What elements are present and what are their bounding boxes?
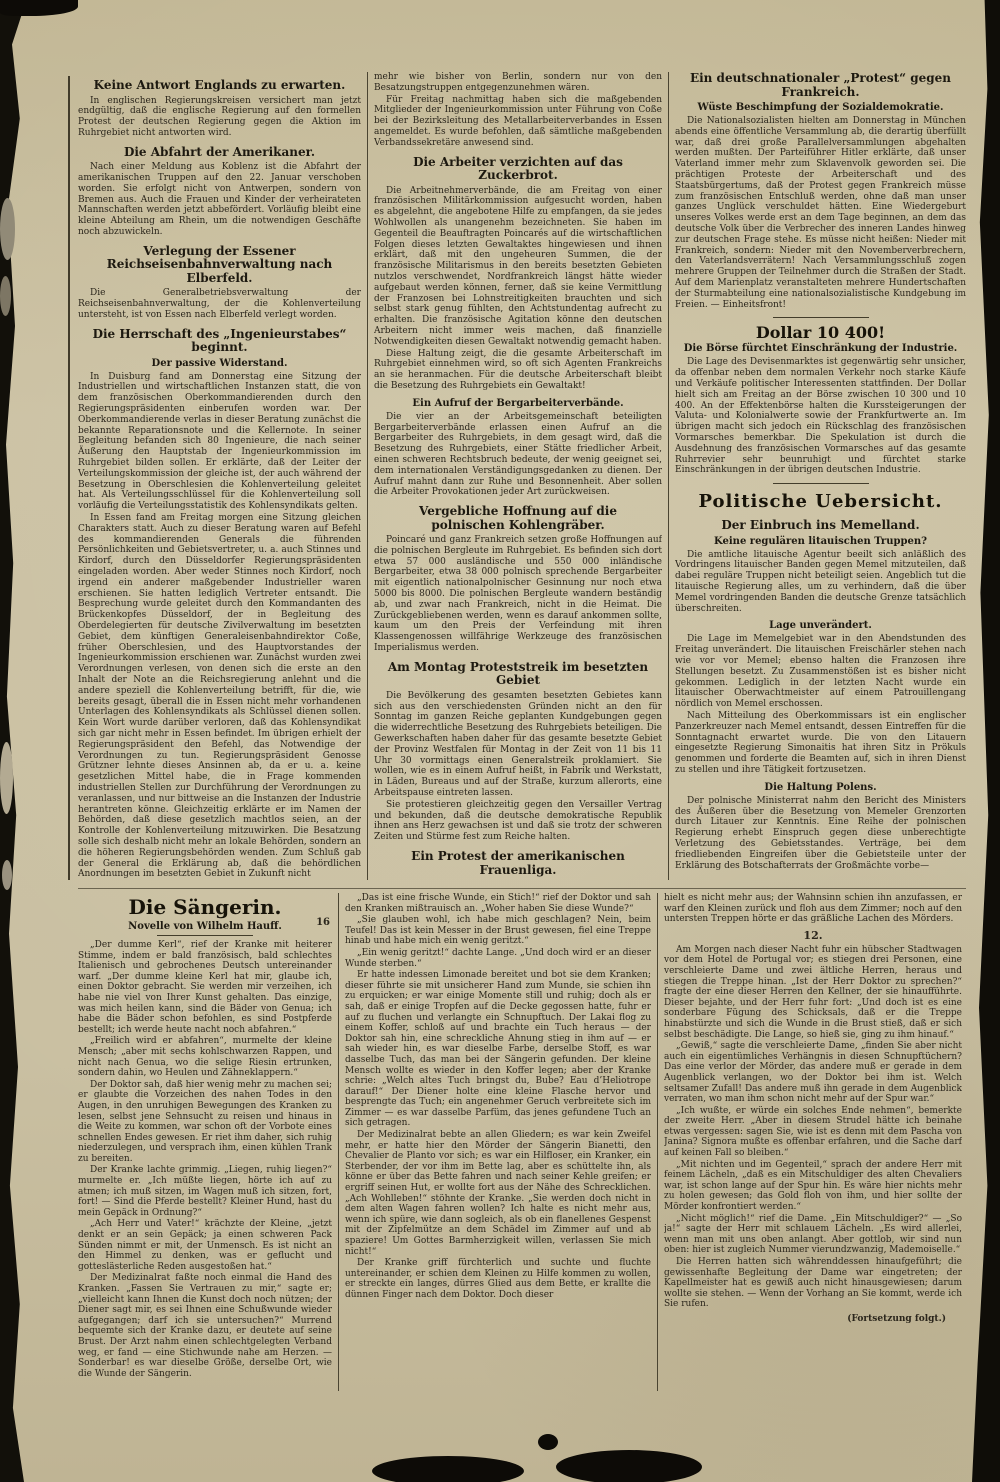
story-paragraph: Die Herren hatten sich währenddessen hinaufgeführt; die gewissenhafte Begleitung der Dame war eingetreten; der Kapellmeister hat es gewiß auch nicht hinausgewiesen; darum wollte sie stehen. — Wenn der Vorhang an Sie kommt, werde ich Sie rufen. (664, 1257, 962, 1310)
article (675, 323, 966, 476)
article (675, 519, 966, 614)
article-heading: Ein Aufruf der Bergarbeiterverbände. (412, 397, 624, 409)
column-rule (668, 72, 669, 880)
article-heading: Die Haltung Polens. (764, 781, 877, 793)
feuilleton-grid (78, 893, 966, 1391)
article-heading: Die Abfahrt der Amerikaner. (123, 144, 316, 159)
article (374, 850, 662, 880)
feuilleton-title-block (78, 895, 332, 936)
chapter-number: 12. (803, 928, 823, 942)
page-content (78, 72, 966, 1391)
ink-blob (538, 1434, 558, 1450)
article (374, 505, 662, 654)
story-paragraph: „Sie glauben wohl, ich habe mich geschlagen? Nein, beim Teufel! Das ist kein Messer in der Brust gewesen, fiel eine Treppe hinab und habe mich ein wenig geritzt.“ (345, 915, 651, 947)
ink-blob (372, 1456, 524, 1482)
article-paragraph: Die Lage des Devisenmarktes ist gegenwärtig sehr unsicher, da offenbar neben dem normalen Verkehr noch starke Käufe und Verkäufe politischer Interessenten stattfinden. Der Dollar hielt sich am Freitag an der Börse zwischen 10 300 und 10 400. An der Effektenbörse halten die Kurssteigerungen der Valuta- und Kolonialwerte sowie der Frankfurtwerte an. Im übrigen macht sich jedoch ein Rückschlag des französischen Vormarsches bemerkbar. Die Spekulation ist durch die Ausdehnung des französischen Vormarsches auf das gesamte Ruhrrevier sehr beunruhigt und fürchtet starke Einschränkungen in der übrigen deutschen Industrie. (675, 357, 966, 476)
article-heading: Ein deutschnationaler „Protest“ gegen Frankreich. (689, 72, 952, 99)
article-paragraph: Nach einer Meldung aus Koblenz ist die Abfahrt der amerikanischen Truppen auf den 22. Januar verschoben worden. Sie erfolgt nicht von Antwerpen, sondern von Bremen aus. Auch die Frauen und Kinder der verheirateten Mannschaften werden jetzt abbefördert. Vorläufig bleibt eine kleine Abteilung am Rhein, um die notwendigen Geschäfte noch abzuwickeln. (78, 162, 361, 237)
story-paragraph: Der Medizinalrat bebte an allen Gliedern; es war kein Zweifel mehr, er hatte hier den Mörder der Sängerin Bianetti, den Chevalier de Planto vor sich; es war ein Hilfloser, ein Kranker, ein Sterbender, der vor ihm im Bette lag, aber es schüttelte ihn, als könne er über das Bette fahren und nach seiner Kehle greifen; er ergriff seinen Hut, er wollte fort aus der Nähe des Schrecklichen. „Ach Wohlleben!“ stöhnte der Kranke. „Sie werden doch nicht in dem alten Wagen fahren wollen? Ich halte es nicht mehr aus, wenn ich spüre, wie dann sogleich, als ob ein flanellenes Gespenst mit der Zipfelmütze an dem Schädel im Zimmer auf und ab spaziere! Um Gottes Barmherzigkeit willen, verlassen Sie mich nicht!“ (345, 1130, 651, 1257)
section-divider (773, 483, 869, 484)
article-subheading: Wüste Beschimpfung der Sozialdemokratie. (697, 102, 944, 113)
story-paragraph: Der Doktor sah, daß hier wenig mehr zu machen sei; er glaubte die Vorzeichen des nahen Todes in den Augen, in den unruhigen Bewegungen des Kranken zu lesen, selbst jene Sehnsucht zu reisen und hinaus in die Weite zu kommen, war schon oft der Vorbote eines schnellen Endes gewesen. Er riet ihm daher, sich ruhig niederzulegen, und versprach ihm, einen kühlen Trank zu bereiten. (78, 1079, 332, 1164)
ink-blob (0, 0, 78, 16)
article-heading: Die Herrschaft des „Ingenieurstabes“ beginnt. (92, 326, 347, 355)
scan-spot (0, 742, 13, 814)
article-paragraph: Die amtliche litauische Agentur beeilt sich anläßlich des Vordringens litauischer Banden gegen Memel mitzuteilen, daß dabei reguläre Truppen nicht beteiligt seien. Angeblich tut die litauische Regierung alles, um zu verhindern, daß die über Memel vordringenden Banden die deutsche Grenze tatsächlich überschreiten. (675, 549, 966, 614)
news-column-2 (374, 72, 662, 880)
article-heading: Ein Protest der amerikanischen Frauenliga. (411, 849, 625, 877)
article (374, 398, 662, 498)
article-paragraph: Die Lage im Memelgebiet war in den Abendstunden des Freitag unverändert. Die litauischen Freischärler stehen nach wie vor vor Memel; ebenso halten die Franzosen ihre Stellungen besetzt. Zu Zusammenstößen ist es bisher nicht gekommen. Lediglich in der letzten Nacht wurde ein litauischer Oberwachtmeister auf einem Patrouillengang nördlich von Memel erschossen. (675, 634, 966, 710)
article (374, 661, 662, 843)
article (374, 156, 662, 392)
article-heading: Verlegung der Essener Reichseisenbahnverwaltung nach Elberfeld. (106, 243, 333, 285)
article-paragraph: mehr wie bisher von Berlin, sondern nur von den Besatzungstruppen entgegenzunehmen wären. (374, 72, 662, 93)
feuilleton-column-3 (664, 893, 962, 1391)
story-paragraph: Der Kranke lachte grimmig. „Liegen, ruhig liegen?“ murmelte er. „Ich müßte liegen, hörte ich auf zu atmen; ich muß sitzen, im Wagen muß ich sitzen, fort, fort! — Sind die Pferde bestellt? Kleiner Hund, hast du mein Gepäck in Ordnung?“ (78, 1165, 332, 1218)
story-paragraph: Der Medizinalrat faßte noch einmal die Hand des Kranken. „Fassen Sie Vertrauen zu mir,“ sagte er; „vielleicht kann Ihnen die Kunst doch noch nützen; der Diener sagt mir, es sei Ihnen eine Schußwunde wieder aufgegangen; darf ich sie untersuchen?“ Murrend bequemte sich der Kranke dazu, er deutete auf seine Brust. Der Arzt nahm einen schlechtgelegten Verband weg, er fand — eine Stichwunde nahe am Herzen. — Sonderbar! es war dieselbe Größe, derselbe Ort, wie die Wunde der Sängerin. (78, 1273, 332, 1379)
left-margin-rule (68, 76, 70, 880)
article-heading: Der Einbruch ins Memelland. (721, 518, 920, 533)
article (675, 620, 966, 775)
scan-spot (0, 276, 11, 316)
episode-number: 16 (316, 917, 330, 928)
scan-spot (0, 198, 15, 260)
column-rule (367, 72, 368, 880)
story-paragraph: „Das ist eine frische Wunde, ein Stich!“ rief der Doktor und sah den Kranken mißtrauisch an. „Woher haben Sie diese Wunde?“ (345, 893, 651, 914)
article-subheading: Der passive Widerstand. (151, 357, 288, 369)
article-paragraph: Die Bevölkerung des gesamten besetzten Gebietes kann sich aus den verschiedensten Gründen nicht an den für Sonntag im ganzen Reiche geplanten Kundgebungen gegen die widerrechtliche Besetzung des Ruhrgebiets beteiligen. Die Gewerkschaften haben daher für das gesamte besetzte Gebiet der Provinz Westfalen für Montag in der Zeit von 11 bis 11 Uhr 30 vormittags einen Generalstreik proklamiert. Sie wollen, wie es in einem Aufruf heißt, in Fabrik und Werkstatt, in Läden, Bureaus und auf der Straße, kurzum allerorts, eine Arbeitspause eintreten lassen. (374, 690, 662, 799)
article-paragraph: In englischen Regierungskreisen versichert man jetzt endgültig, daß die englische Regierung auf den formellen Protest der deutschen Regierung gegen die Aktion im Ruhrgebiet nicht antworten wird. (78, 95, 361, 138)
story-paragraph: hielt es nicht mehr aus; der Wahnsinn schien ihn anzufassen, er warf den Kleinen zurück und floh aus dem Zimmer; noch auf den untersten Treppen hörte er das gräßliche Lachen des Mörders. (664, 893, 962, 925)
article-heading: Am Montag Proteststreik im besetzten Gebiet (387, 659, 649, 688)
article-paragraph: Die Nationalsozialisten hielten am Donnerstag in München abends eine öffentliche Versammlung ab, die derartig überfüllt war, daß drei große Parallelversammlungen abgehalten werden mußten. Der Parteiführer Hitler erklärte, daß unser Vaterland immer mehr zum Sklavenvolk geworden sei. Die prächtigen Proteste der Arbeiterschaft und des Staatsbürgertums, daß der Protest gegen Frankreich müsse zum französischen Entschluß werden, ohne daß man unser ganzes Unglück verschuldet hätten. Eine Wiedergeburt unseres Volkes werde erst an dem Tage beginnen, an dem das deutsche Volk über die Verbrecher des inneren Landes hinweg zur deutschen Frage stehe. Es müsse nicht heißen: Nieder mit Frankreich, sondern: Nieder mit den Novemberverbrechern, den Vaterlandsverrätern! Nach Versammlungsschluß zogen mehrere Gruppen der Teilnehmer durch die Straßen der Stadt. Auf dem Marienplatz veranstalteten mehrere Hundertschaften der Sturmabteilung eine nationalsozialistische Kundgebung im Freien. — Einheitsfront! (675, 116, 966, 310)
article-paragraph: Sie protestieren gleichzeitig gegen den Versailler Vertrag und bekunden, daß die deutsche demokratische Republik ihnen ans Herz gewachsen ist und daß sie trotz der schweren Zeiten und Stürme fest zum Reiche halten. (374, 799, 662, 843)
news-section (78, 72, 966, 880)
article-heading: Keine Antwort Englands zu erwarten. (93, 78, 346, 92)
scan-edge-right (972, 0, 1000, 1482)
article-paragraph: In Essen fand am Freitag morgen eine Sitzung gleichen Charakters statt. Auch zu dieser Beratung waren auf Befehl des kommandierenden Generals die führenden Persönlichkeiten und Gebietsvertreter, u. a. auch Stinnes und Kirdorf, durch den Düsseldorfer Regierungspräsidenten eingeladen worden. Aber weder Stinnes noch Kirdorf, noch irgend ein anderer maßgebender Industrieller waren erschienen. Sie hatten lediglich Vertreter entsandt. Die Besprechung wurde geleitet durch den Kommandanten des Brückenkopfes Düsseldorf, der in Begleitung des Oberdelegierten für deutsche Zivilverwaltung im besetzten Gebiet, dem künftigen Generaleisenbahndirektor Coße, früher Oberschlesien, und des Hauptvorstandes der Ingenieurkommission erschienen war. Zunächst wurden zwei Verordnungen verlesen, von denen sich die erste an den Inhalt der Note an die Reichsregierung anlehnt und die andere speziell die Kohlenverteilung betrifft, für die, wie bereits gesagt, überall die in Essen nicht mehr vorhandenen Unterlagen des Kohlensyndikats als Schlüssel dienen sollen. Kein Wort wurde darüber verloren, daß das Kohlensyndikat sich gar nicht mehr in Essen befindet. Im übrigen erhielt der Regierungspräsident den Befehl, das Notwendige der Verordnungen zu tun. Regierungspräsident Genosse Grützner lehnte dieses Ansinnen ab, da er u. a. keine gesetzlichen Mittel habe, die in Frage kommenden industriellen Stellen zur Durchführung der Verordnungen zu veranlassen, und nur bittweise an die Instanzen der Industrie herantreten könne. Gleichzeitig erklärte er im Namen der Behörden, daß diese gesetzlich machtlos seien, an der Kontrolle der Kohlenverteilung mitzuwirken. Die Besatzung solle sich deshalb nicht mehr an lokale Behörden, sondern an die höheren Regierungsbehörden wenden. Zum Schluß gab der General die Erklärung ab, daß die behördlichen Anordnungen im besetzten Gebiet in Zukunft nicht (78, 513, 361, 880)
section-heading: Politische Uebersicht. (698, 491, 943, 513)
column-rule (657, 893, 658, 1391)
article-paragraph: Nach Mitteilung des Oberkommissars ist ein englischer Panzerkreuzer nach Memel entsandt, dessen Eintreffen für die Sonntagnacht erwartet wurde. Die von den Litauern eingesetzte Regierung Simonaitis hat ihren Sitz in Prökuls genommen und forderte die Beamten auf, sich in ihren Dienst zu stellen und ihre Tätigkeit fortzusetzen. (675, 710, 966, 775)
article-paragraph: Diese Haltung zeigt, die die gesamte Arbeiterschaft im Ruhrgebiet einnehmen wird, so oft sich Agenten Frankreichs an sie heranmachen. Für die deutsche Arbeiterschaft bleibt die Besetzung des Ruhrgebiets ein Gewaltakt! (374, 348, 662, 391)
article (78, 245, 361, 321)
article-paragraph: Poincaré und ganz Frankreich setzen große Hoffnungen auf die polnischen Bergleute im Ruhrgebiet. Es befinden sich dort etwa 57 000 ausländische und 550 000 inländische Bergarbeiter, etwa 38 000 polnisch sprechende Bergarbeiter mit eigentlich nationalpolnischer Gesinnung nur noch etwa 5000 bis 8000. Die polnischen Bergleute wandern beständig ab, und zwar nach Frankreich, nicht in die Heimat. Die Zurückgebliebenen werden, wenn es darauf ankommen sollte, kaum um den Preis der Verfeindung mit ihren Klassengenossen willfährige Werkzeuge des französischen Imperialismus werden. (374, 535, 662, 654)
article-paragraph: Der polnische Ministerrat nahm den Bericht des Ministers des Äußeren über die Besetzung von Memeler Grenzorten durch Litauer zur Kenntnis. Eine Reihe der polnischen Regierung erhebt Einspruch gegen diese unberechtigte Verletzung des Gebietsstandes. Verträge, bei dem friedliebenden Eingreifen über die Gebietsteile unter der Erklärung des Botschafterrats der Großmächte vorbe— (675, 795, 966, 871)
feuilleton-column-2 (345, 893, 651, 1391)
feuilleton-title: Die Sängerin. (128, 895, 282, 919)
news-column-3 (675, 72, 966, 880)
article (675, 72, 966, 310)
article (78, 146, 361, 238)
article-paragraph: Die Arbeitnehmerverbände, die am Freitag von einer französischen Militärkommission aufgesucht worden, haben es abgelehnt, die angebotene Hilfe zu empfangen, da sie jedes Wohlwollen als unangenehm bezeichneten. Sie haben im Gegenteil die Beauftragten Poincarés auf die wirtschaftlichen Folgen dieses letzten Gewaltaktes hingewiesen und ihnen erklärt, daß mit den ungeheuren Summen, die der französische Militarismus in den bereits besetzten Gebieten nutzlos verschwendet, Nordfrankreich längst hätte wieder aufgebaut werden können, ferner, daß sie keine Vermittlung der Franzosen bei Lohnstreitigkeiten brauchten und sich selbst stark genug fühlten, den Achtstundentag aufrecht zu erhalten. Die französische Agitation könne den deutschen Arbeitern nicht immer weis machen, daß finanzielle Notwendigkeiten diesen Gewaltakt notwendig gemacht haben. (374, 185, 662, 347)
section-divider (773, 317, 869, 318)
article (675, 782, 966, 872)
article-paragraph: Die Generalbetriebsverwaltung der Reichseisenbahnverwaltung, der die Kohlenverteilung untersteht, ist von Essen nach Elberfeld verlegt worden. (78, 288, 361, 320)
article-paragraph: Für Freitag nachmittag haben sich die maßgebenden Mitglieder der Ingenieurkommission unter Führung von Coße bei der Bezirksleitung des Metallarbeiterverbandes in Essen angemeldet. Es wurde befohlen, daß sämtliche maßgebenden Verbandssekretäre anwesend sind. (374, 94, 662, 148)
story-paragraph: „Nicht möglich!“ rief die Dame. „Ein Mitschuldiger?“ — „So ja!“ sagte der Herr mit schlauem Lächeln. „Es wird allerlei, wenn man mit uns oben anlangt. Aber gottlob, wir sind nun oben: hier ist zugleich Nummer vierundzwanzig, Mademoiselle.“ (664, 1213, 962, 1256)
story-paragraph: „Gewiß,“ sagte die verschleierte Dame, „finden Sie aber nicht auch ein eigentümliches Verhängnis in diesen Schnupftüchern? Das eine verlor der Mörder, das andere muß er gerade in dem Augenblick verlangen, wo der Doktor bei ihm ist. Welch seltsamer Zufall! Das andere muß ihn gerade in dem Augenblick verraten, wo man ihm schon nicht mehr auf der Spur war.“ (664, 1041, 962, 1105)
feuilleton-column-1 (78, 893, 332, 1391)
article-heading: Die Arbeiter verzichten auf das Zuckerbrot. (413, 154, 623, 183)
story-paragraph: „Ein wenig geritzt!“ dachte Lange. „Und doch wird er an dieser Wunde sterben.“ (345, 947, 651, 969)
article (78, 328, 361, 880)
article-paragraph: Die vier an der Arbeitsgemeinschaft beteiligten Bergarbeiterverbände erlassen einen Aufruf an die Bergarbeiter des Ruhrgebiets, in dem gesagt wird, daß die Besetzung des Ruhrgebiets, einer Stätte friedlicher Arbeit, einen schweren Rechtsbruch bedeute, der wenig geeignet sei, dem internationalen Verständigungsgedanken zu dienen. Der Aufruf mahnt dann zur Ruhe und Besonnenheit. Aber sollen die Arbeiter Provokationen jeder Art zurückweisen. (374, 411, 662, 498)
story-paragraph: „Mit nichten und im Gegenteil,“ sprach der andere Herr mit feinem Lächeln, „daß es ein Mitschuldiger des alten Chevaliers war, ist schon lange auf der Spur hin. Es wäre hier nichts mehr zu holen gewesen; das Gold floh von ihm, und hier sollte der Mörder konfrontiert werden.“ (664, 1159, 962, 1213)
news-column-1 (78, 72, 361, 880)
article-subheading: Keine regulären litauischen Truppen? (714, 535, 927, 547)
article (78, 79, 361, 139)
story-paragraph: „Ich wußte, er würde ein solches Ende nehmen“, bemerkte der zweite Herr. „Aber in diesem Strudel hätte ich beinahe etwas vergessen: sagen Sie, wie ist es denn mit dem Pascha von Janina? Signora mußte es offenbar erfahren, und die Sache darf auf keinen Fall so bleiben.“ (664, 1105, 962, 1159)
story-paragraph: „Ach Herr und Vater!“ krächzte der Kleine, „jetzt denkt er an sein Gepäck; ja einen schweren Pack Sünden nimmt er mit, der Unmensch. Es ist nicht an den Himmel zu denken, was er geflucht und gotteslästerliche Reden ausgestoßen hat.“ (78, 1219, 332, 1272)
story-paragraph: Der Kranke griff fürchterlich und suchte und fluchte untereinander, er schien dem Kleinen zu Hilfe kommen zu wollen, er streckte ein langes, dürres Glied aus dem Bette, er krallte die dünnen Finger nach dem Doktor. Doch dieser (345, 1258, 651, 1300)
story-paragraph: Er hatte indessen Limonade bereitet und bot sie dem Kranken; dieser führte sie mit unsicherer Hand zum Munde, sie schien ihn zu erquicken; er war einige Momente still und ruhig; doch als er sah, daß er einige Tropfen auf die Decke gegossen hatte, fuhr er auf zu fluchen und verlangte ein Schnupftuch. Der Lakai flog zu einem Koffer, schloß auf und brachte ein Tuch heraus — der Doktor sah hin, eine schreckliche Ahnung stieg in ihm auf — er sah wieder hin, es war dieselbe Farbe, derselbe Stoff, es war dasselbe Tuch, das man bei der Sängerin gefunden. Der kleine Mensch wollte es wieder in den Koffer legen; aber der Kranke schrie: „Welch altes Tuch bringst du, Bube? Eau d’Heliotrope darauf!“ Der Diener holte eine kleine Flasche hervor und besprengte das Tuch; ein angenehmer Geruch verbreitete sich im Zimmer — es war dasselbe Parfüm, das jenes gefundene Tuch an sich getragen. (345, 970, 651, 1129)
column-rule (338, 893, 339, 1391)
title-rule (157, 935, 253, 936)
feuilleton-subtitle: Novelle von Wilhelm Hauff. (128, 921, 282, 932)
article-heading: Lage unverändert. (769, 620, 872, 632)
feuilleton-section (78, 888, 966, 1391)
ink-blob (556, 1450, 702, 1482)
scan-spot (2, 860, 12, 890)
continuation-note: (Fortsetzung folgt.) (847, 1313, 946, 1324)
article-heading: Vergebliche Hoffnung auf die polnischen Kohlengräber. (419, 504, 617, 532)
story-paragraph: Am Morgen nach dieser Nacht fuhr ein hübscher Stadtwagen vor dem Hotel de Portugal vor; es stiegen drei Personen, eine verschleierte Dame und zwei ältliche Herren, heraus und stiegen die Treppe hinan. „Ist der Herr Doktor zu sprechen?“ fragte der eine dieser Herren den Kellner, der sie hinaufführte. Dieser bejahte, und der Herr fuhr fort: „Und doch ist es eine sonderbare Fügung des Schicksals, daß er die Treppe hinabstürzte und sich die Wunde in die Brust stieß, daß er sich selbst beschädigte. Die Lange, so hieß sie, ging zu ihm hinauf.“ (664, 944, 962, 1040)
article-subheading: Die Börse fürchtet Einschränkung der Industrie. (683, 343, 958, 355)
article-paragraph: In Duisburg fand am Donnerstag eine Sitzung der Industriellen und wirtschaftlichen Instanzen statt, die von dem französischen Oberkommandierenden durch den Regierungspräsidenten einberufen worden war. Der Oberkommandierende verlas in dieser Beratung zunächst die bekannte Reparationsnote und die Kellernote. In seiner Begleitung befanden sich 80 Ingenieure, die nach seiner Äußerung den Hauptstab der Ingenieurkommission im Ruhrgebiet bilden sollen. Er erklärte, daß der Leiter der Verteilungskommission der gleiche ist, der auch während der Besetzung in Oberschlesien die Kohlenverteilung geleitet hat. Als Verteilungsschlüssel für die Kohlenverteilung soll vorläufig die Verteilungsstatistik des Kohlensyndikats gelten. (78, 371, 361, 512)
story-paragraph: „Freilich wird er abfahren“, murmelte der kleine Mensch; „aber mit sechs kohlschwarzen Rappen, und nicht nach Genua, wo die selige Riesin ertrunken, sondern dahin, wo Heulen und Zähneklappern.“ (78, 1036, 332, 1079)
article-heading: Dollar 10 400! (755, 323, 886, 343)
story-paragraph: „Der dumme Kerl“, rief der Kranke mit heiterer Stimme, indem er bald französisch, bald schlechtes Italienisch und gebrochenes Deutsch untereinander warf. „Der dumme kleine Kerl hat mir, glaube ich, einen Doktor gebracht. Sie werden mir verzeihen, ich habe nie viel von Ihrer Kunst gehalten. Das einzige, was mich heilen kann, sind die Bäder von Genua; ich habe die Bäder schon befohlen, es sind Postpferde bestellt; ich werde heute nacht noch abfahren.“ (78, 940, 332, 1035)
